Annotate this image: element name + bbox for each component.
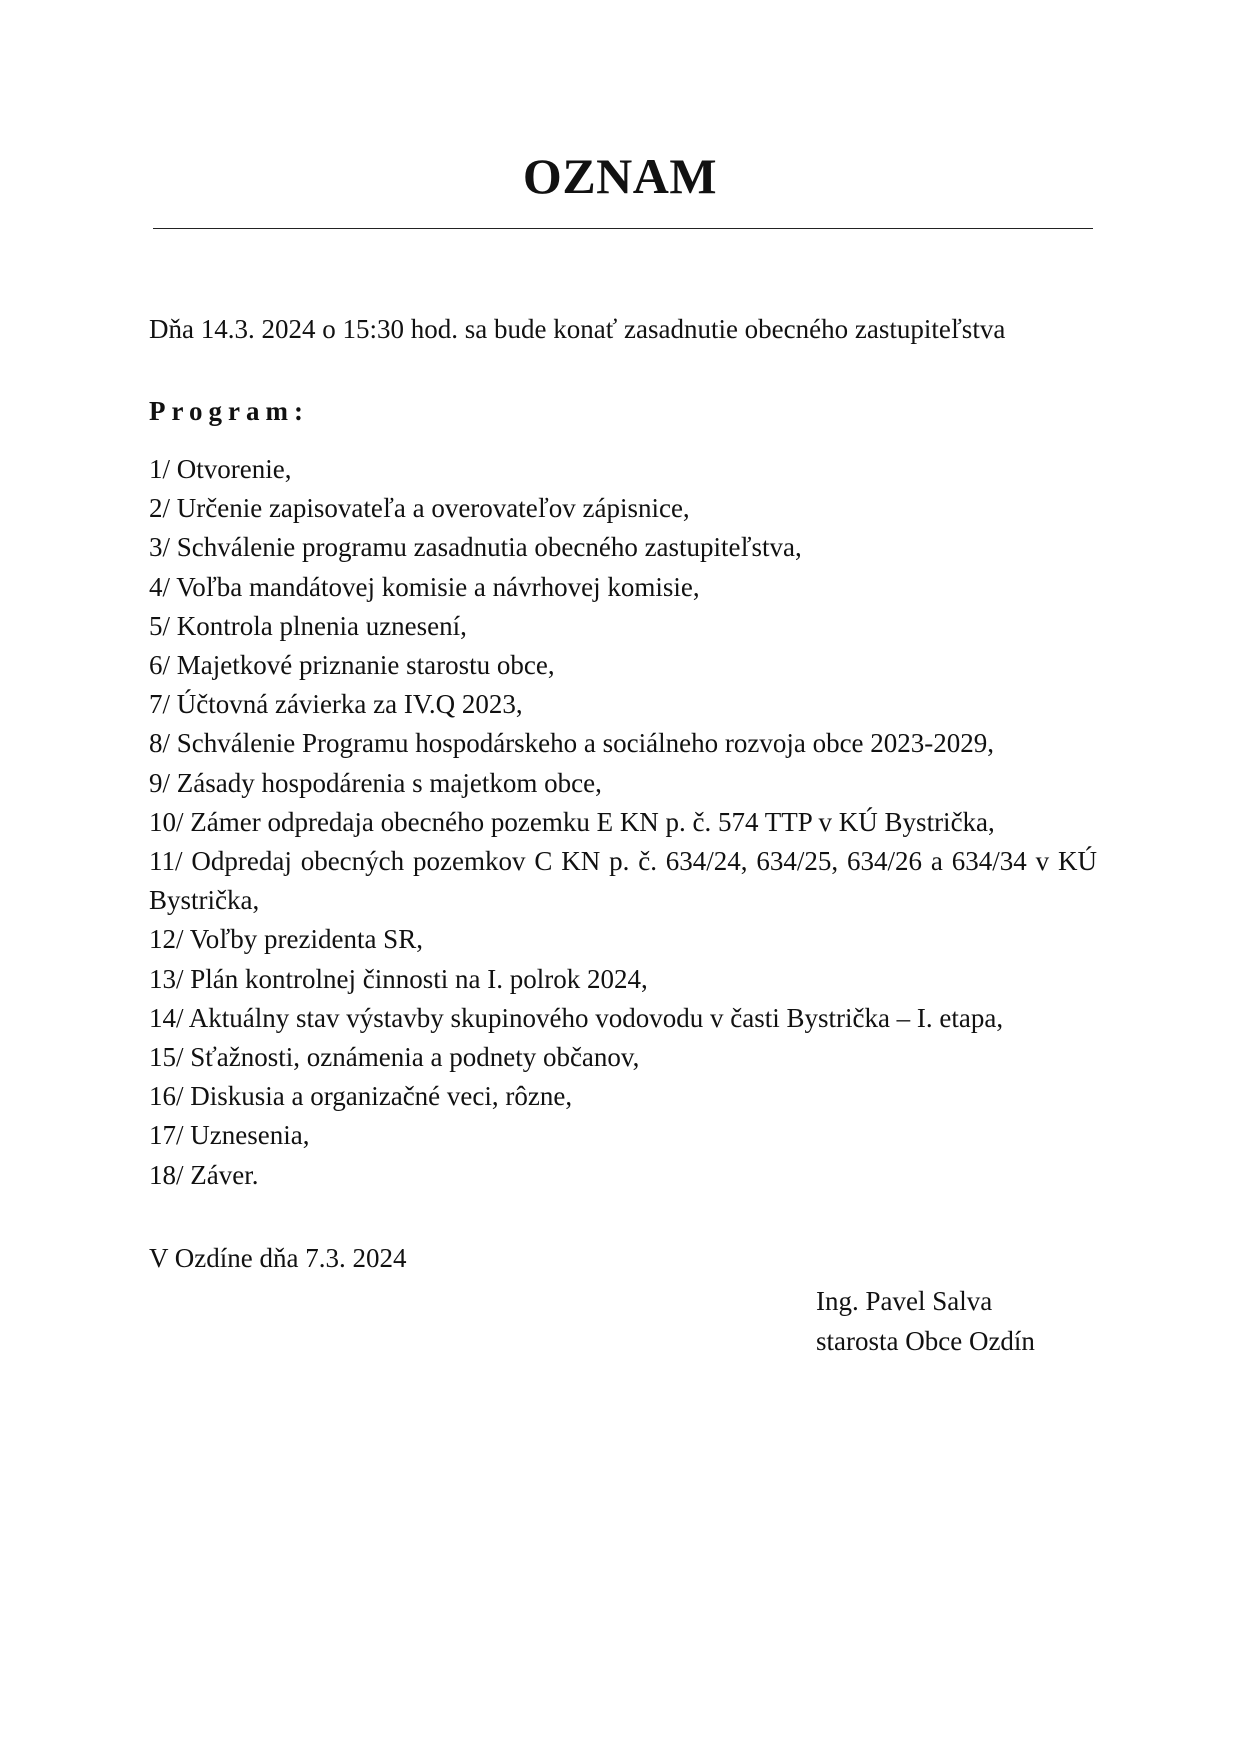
agenda-item: 10/ Zámer odpredaja obecného pozemku E KN p. č. 574 TTP v KÚ Bystrička, (149, 806, 995, 837)
agenda-item: 12/ Voľby prezidenta SR, (149, 924, 423, 955)
document-title: OZNAM (522, 148, 718, 204)
meeting-announcement: Dňa 14.3. 2024 o 15:30 hod. sa bude konať zasadnutie obecného zastupiteľstva (149, 314, 1006, 344)
agenda-item: 4/ Voľba mandátovej komisie a návrhovej komisie, (149, 571, 700, 602)
agenda-item: 1/ Otvorenie, (149, 454, 292, 484)
signatory-role: starosta Obce Ozdín (816, 1326, 1035, 1356)
agenda-list (149, 450, 1097, 1195)
agenda-item: 7/ Účtovná závierka za IV.Q 2023, (149, 689, 523, 720)
agenda-item: 3/ Schválenie programu zasadnutia obecného zastupiteľstva, (149, 532, 802, 563)
agenda-item: 16/ Diskusia a organizačné veci, rôzne, (149, 1081, 573, 1112)
title-underline (153, 228, 1093, 229)
agenda-item: 5/ Kontrola plnenia uznesení, (149, 610, 467, 641)
agenda-item: 15/ Sťažnosti, oznámenia a podnety občanov, (149, 1042, 640, 1073)
signatory-name: Ing. Pavel Salva (816, 1286, 993, 1316)
agenda-item: 2/ Určenie zapisovateľa a overovateľov zápisnice, (149, 493, 690, 524)
place-and-date: V Ozdíne dňa 7.3. 2024 (149, 1243, 407, 1273)
agenda-item: 13/ Plán kontrolnej činnosti na I. polrok 2024, (149, 963, 648, 994)
agenda-item: 8/ Schválenie Programu hospodárskeho a sociálneho rozvoja obce 2023-2029, (149, 728, 995, 759)
agenda-item: 11/ Odpredaj obecných pozemkov C KN p. č. 634/24, 634/25, 634/26 a 634/34 v KÚ Bystrička, (149, 846, 1097, 916)
agenda-item: 6/ Majetkové priznanie starostu obce, (149, 650, 555, 681)
agenda-item: 9/ Zásady hospodárenia s majetkom obce, (149, 767, 602, 798)
program-heading: Program: (149, 396, 309, 426)
agenda-item: 14/ Aktuálny stav výstavby skupinového vodovodu v časti Bystrička – I. etapa, (149, 1002, 1004, 1033)
agenda-item: 18/ Záver. (149, 1159, 259, 1190)
agenda-item: 17/ Uznesenia, (149, 1120, 310, 1151)
signature-block (816, 1281, 1035, 1361)
